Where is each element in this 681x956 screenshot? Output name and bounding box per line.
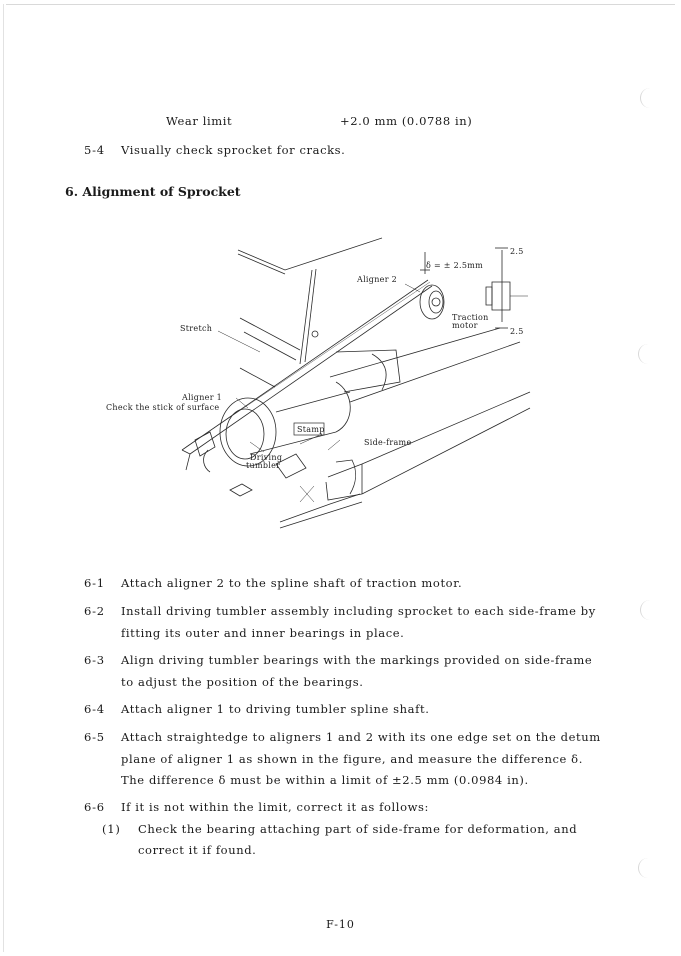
aligner-1 [186,454,190,470]
step-text: Visually check sprocket for cracks. [121,143,346,157]
straightedge [186,282,430,447]
dim-top-label: 2.5 [510,247,524,256]
lower-frame [280,494,360,522]
traction-motor-label: Traction [452,313,489,322]
step-text: Install driving tumbler assembly including sprocket to each side-frame by [121,604,596,618]
step-number: 6-3 [84,653,105,667]
step-text: Align driving tumbler bearings with the markings provided on side-frame [121,653,593,667]
step-number: 6-4 [84,702,105,716]
margin-mark [638,858,649,878]
step-text: If it is not within the limit, correct it as follows: [121,800,430,814]
step-text: Attach straightedge to aligners 1 and 2 with its one edge set on the detum [121,730,601,744]
frame-edge [238,238,382,270]
margin-mark [638,344,649,364]
cross-member [336,350,400,392]
tumbler-shaft [276,392,350,412]
step-number: 6-5 [84,730,105,744]
aligner-2-disc [429,291,443,313]
check-stick-label: Check the stick of surface [106,403,220,412]
margin-mark [640,600,651,620]
step-text: to adjust the position of the bearings. [121,675,364,689]
step-number: 6-2 [84,604,105,618]
wear-limit-value: +2.0 mm (0.0788 in) [340,114,473,128]
step-text: fitting its outer and inner bearings in place. [121,626,405,640]
side-frame-label: Side-frame [364,438,412,447]
driving-tumbler-label: Driving [250,453,283,462]
side-frame-rail [326,482,362,500]
substep-number: (1) [102,822,121,836]
stretch-member [240,368,275,387]
side-frame-rail [330,328,500,377]
inset-block [492,282,510,310]
step-text: Attach aligner 1 to driving tumbler spline shaft. [121,702,430,716]
step-number: 5-4 [84,143,105,157]
page-edge [6,4,675,5]
tumbler-hub [336,382,350,432]
small-part [230,484,252,496]
section-title: 6. Alignment of Sprocket [65,184,241,199]
driving-tumbler-label: tumbler [246,461,281,470]
margin-mark [640,88,651,108]
side-frame-rail [362,392,530,464]
traction-motor-label: motor [452,321,478,330]
side-frame-rail [362,408,530,494]
bolt [312,331,318,337]
wear-limit-label: Wear limit [166,114,233,128]
step-number: 6-1 [84,576,105,590]
step-text: plane of aligner 1 as shown in the figure, and measure the difference δ. [121,752,583,766]
stamp-label: Stamp [297,425,325,434]
frame-edge [238,254,285,274]
aligner-2-label: Aligner 2 [357,275,398,284]
substep-text: correct it if found. [138,843,257,857]
leader-aligner-1 [236,398,248,408]
aligner-2-hub [432,298,440,306]
leader-stretch [218,331,260,352]
lower-frame [280,502,362,528]
frame-cutout [336,460,356,494]
side-frame-rail [328,464,362,477]
aligner-1-label: Aligner 1 [182,393,223,402]
step-text: The difference δ must be within a limit of ±2.5 mm (0.0984 in). [121,773,529,787]
leader-driving [250,442,264,452]
stretch-member [244,332,296,360]
sprocket-alignment-figure [100,232,540,532]
straightedge [182,450,190,454]
step-text: Attach aligner 2 to the spline shaft of traction motor. [121,576,463,590]
inset-block [486,287,492,305]
delta-label: δ = ± 2.5mm [426,261,484,270]
leader-stamp [300,434,322,444]
stretch-label: Stretch [180,324,213,333]
stretch-member [240,318,300,350]
dim-bottom-label: 2.5 [510,327,524,336]
substep-text: Check the bearing attaching part of side-frame for deformation, and [138,822,578,836]
cross-member [372,354,386,390]
page-edge [3,4,4,952]
leader-side-frame [328,440,340,450]
step-number: 6-6 [84,800,105,814]
page-number: F-10 [326,918,355,931]
